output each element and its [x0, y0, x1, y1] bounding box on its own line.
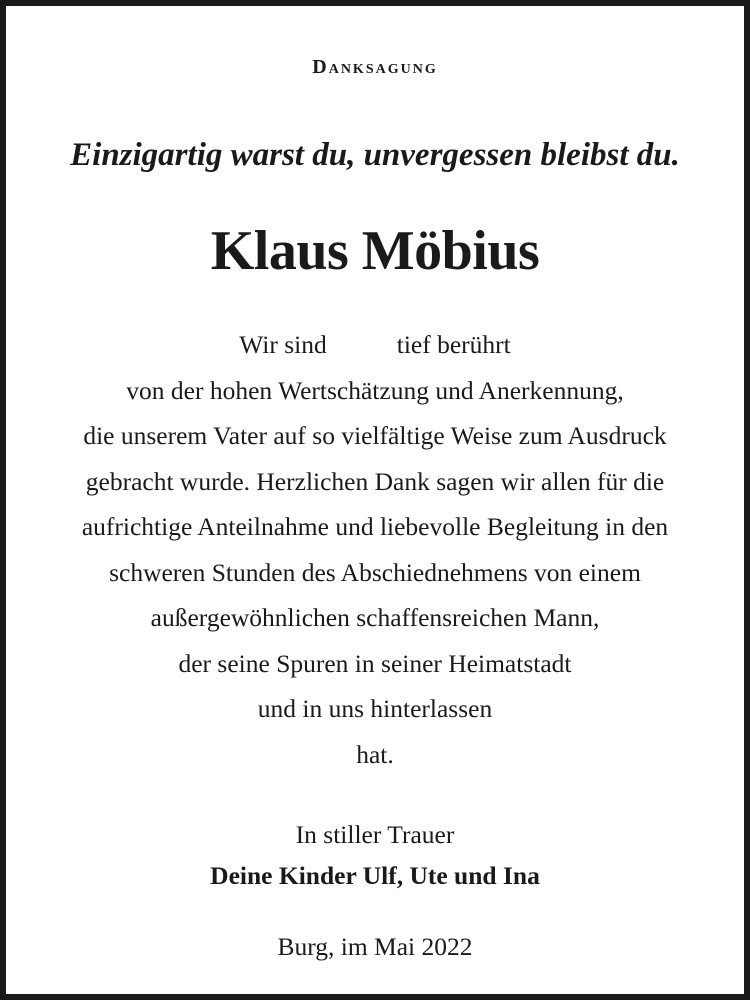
body-line: schweren Stunden des Abschiednehmens von einem — [109, 557, 641, 587]
motto: Einzigartig warst du, unvergessen bleibst du. — [70, 137, 680, 173]
body-line-part: Wir sind — [239, 330, 327, 359]
deceased-name: Klaus Möbius — [210, 220, 540, 282]
body-line: die unserem Vater auf so vielfältige Weise zum Ausdruck — [83, 421, 667, 450]
body-line: gebracht wurde. Herzlichen Dank sagen wir allen für die — [85, 466, 665, 496]
body-line: und in uns hinterlassen — [257, 694, 493, 723]
body-line: der seine Spuren in seiner Heimatstadt — [178, 648, 572, 678]
notice-heading: Danksagung — [312, 56, 438, 78]
place-date: Burg, im Mai 2022 — [277, 932, 473, 961]
body-line — [26, 322, 724, 368]
body-line: außergewöhnlichen schaffensreichen Mann, — [150, 603, 600, 632]
closing-phrase: In stiller Trauer — [295, 820, 455, 849]
body-line: von der hohen Wertschätzung und Anerkennung, — [126, 375, 624, 405]
thank-you-text — [26, 322, 724, 777]
body-line: aufrichtige Anteilnahme und liebevolle Begleitung in den — [81, 512, 669, 541]
body-line-part: tief berührt — [396, 330, 511, 359]
signers: Deine Kinder Ulf, Ute und Ina — [210, 861, 540, 890]
body-line: hat. — [356, 739, 394, 769]
